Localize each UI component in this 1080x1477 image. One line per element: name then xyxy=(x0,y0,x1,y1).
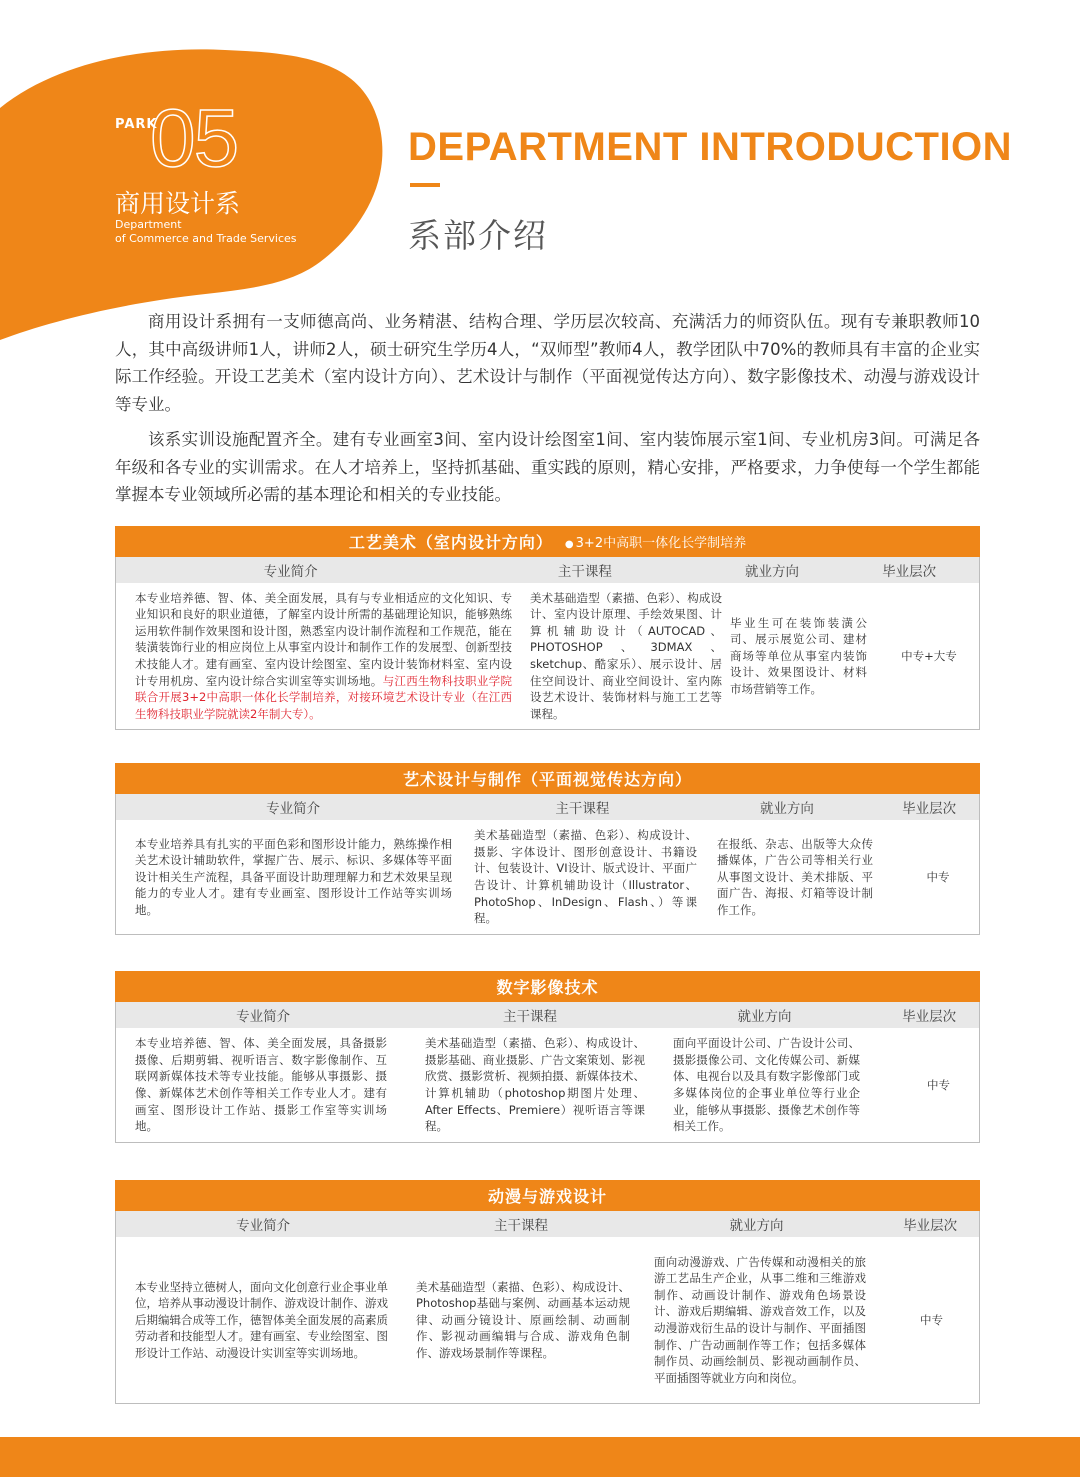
cell-career: 在报纸、杂志、出版等大众传播媒体，广告公司等相关行业从事图文设计、美术排版、平面广告、海报、灯箱等设计制作工作。 xyxy=(717,836,873,917)
cell-level: 中专 xyxy=(927,1077,950,1092)
major-section-graphic xyxy=(115,763,980,935)
cell-course: 美术基础造型（素描、色彩）、构成设计、Photoshop基础与案例、动画基本运动规律、动画分镜设计、原画绘制、动画制作、影视动画编辑与合成、游戏角色制作、游戏场景制作等课程。 xyxy=(416,1279,630,1360)
col-intro-label: 专业简介 xyxy=(266,801,321,817)
column-header-row xyxy=(116,794,979,820)
cell-course: 美术基础造型（素描、色彩）、构成设计、室内设计原理、手绘效果图、计算机辅助设计（AUTOCAD、PHOTOSHOP、3DMAX、sketchup、酷家乐）、展示设计、居住空间设计、商业空间设计、室内陈设艺术设计、装饰材料与施工工艺等课程。 xyxy=(530,590,722,721)
cell-career: 毕业生可在装饰装潢公司、展示展览公司、建材商场等单位从事室内装饰设计、效果图设计、材料市场营销等工作。 xyxy=(730,615,867,696)
col-career-label: 就业方向 xyxy=(737,1009,792,1025)
cell-level: 中专 xyxy=(920,1312,943,1327)
intro-text-highlight: 与江西生物科技职业学院联合开展3+2中高职一体化长学制培养，对接环境艺术设计专业（在江西生物科技职业学院就读2年制大专）。 xyxy=(135,673,513,721)
cell-intro: 本专业坚持立德树人，面向文化创意行业企事业单位，培养从事动漫设计制作、游戏设计制作、游戏后期编辑合成等工作，德智体美全面发展的高素质劳动者和技能型人才。建有画室、专业绘图室、图形设计工作站、动漫设计实训室等实训场地。 xyxy=(135,1279,388,1360)
section-header xyxy=(115,763,980,794)
intro-paragraph-1: 商用设计系拥有一支师德高尚、业务精湛、结构合理、学历层次较高、充满活力的师资队伍。现有专兼职教师10人，其中高级讲师1人，讲师2人，硕士研究生学历4人，“双师型”教师4人，教学团队中70%的教师具有丰富的企业实际工作经验。开设工艺美术（室内设计方向）、艺术设计与制作（平面视觉传达方向）、数字影像技术、动漫与游戏设计等专业。 xyxy=(115,312,980,414)
park-label: PARK xyxy=(115,117,158,132)
title-divider xyxy=(410,183,440,187)
cell-level: 中专 xyxy=(926,869,950,884)
column-header-row xyxy=(116,557,979,583)
col-level-label: 毕业层次 xyxy=(903,1218,958,1234)
col-intro-label: 专业简介 xyxy=(236,1009,291,1025)
cell-intro xyxy=(116,590,530,723)
intro-text xyxy=(115,308,980,517)
major-section-interior xyxy=(115,526,980,730)
section-table xyxy=(115,1211,980,1404)
table-row xyxy=(116,1028,979,1142)
col-intro-label: 专业简介 xyxy=(236,1218,291,1234)
section-table xyxy=(115,794,980,935)
section-header xyxy=(115,526,980,557)
table-row xyxy=(116,820,979,934)
section-header xyxy=(115,1180,980,1211)
section-title: 工艺美术（室内设计方向） xyxy=(348,533,553,552)
page-title-cn: 系部介绍 xyxy=(408,216,548,255)
col-career-label: 就业方向 xyxy=(729,1218,784,1234)
cell-career: 面向动漫游戏、广告传媒和动漫相关的旅游工艺品生产企业，从事二维和三维游戏制作、动画设计制作、游戏角色场景设计、游戏后期编辑、游戏音效工作，以及动漫游戏衍生品的设计与制作、平面插图制作、广告动画制作等工作；包括多媒体制作员、动画绘制员、影视动画制作员、平面插图等就业方向和岗位。 xyxy=(654,1254,866,1385)
col-level-label: 毕业层次 xyxy=(902,1009,957,1025)
section-table xyxy=(115,1002,980,1143)
department-name-en xyxy=(115,218,297,246)
section-header xyxy=(115,971,980,1002)
col-intro-label: 专业简介 xyxy=(263,564,318,580)
major-section-animation-game xyxy=(115,1180,980,1404)
col-course-label: 主干课程 xyxy=(557,564,612,580)
cell-course: 美术基础造型（素描、色彩）、构成设计、摄影基础、商业摄影、广告文案策划、影视欣赏、摄影赏析、视频拍摄、新媒体技术、计算机辅助（photoshop期图片处理、After Effects、Premiere）视听语言等课程。 xyxy=(425,1036,645,1134)
col-career-label: 就业方向 xyxy=(759,801,814,817)
col-level-label: 毕业层次 xyxy=(902,801,957,817)
column-header-row xyxy=(116,1211,979,1237)
intro-text-main: 本专业培养德、智、体、美全面发展，具有与专业相适应的文化知识、专业知识和良好的职业道德，了解室内设计所需的基础理论知识，能够熟练运用软件制作效果图和设计图，熟悉室内设计制作流程和工作规范，能在装潢装饰行业的相应岗位上从事室内设计和制作工作的发展型、创新型技术技能人才。建有画室、室内设计绘图室、室内设计装饰材料室、室内设计专用机房、室内设计综合实训室等实训场地。 xyxy=(135,590,512,688)
intro-paragraph-2: 该系实训设施配置齐全。建有专业画室3间、室内设计绘图室1间、室内装饰展示室1间、专业机房3间。可满足各年级和各专业的实训需求。在人才培养上，坚持抓基础、重实践的原则，精心安排，严格要求，力争使每一个学生都能掌握本专业领域所必需的基本理论和相关的专业技能。 xyxy=(115,430,980,504)
col-career-label: 就业方向 xyxy=(744,564,799,580)
cell-course: 美术基础造型（素描、色彩）、构成设计、摄影、字体设计、图形创意设计、书籍设计、包装设计、VI设计、版式设计、平面广告设计、计算机辅助设计（Illustrator、PhotoShop、InDesign、Flash、）等课程。 xyxy=(474,828,697,926)
major-section-digital-image xyxy=(115,971,980,1143)
section-note: ● 3+2中高职一体化长学制培养 xyxy=(565,532,746,551)
section-number: 05 xyxy=(150,93,238,184)
cell-level: 中专+大专 xyxy=(901,648,957,663)
section-table xyxy=(115,557,980,730)
table-row xyxy=(116,583,979,729)
col-course-label: 主干课程 xyxy=(503,1009,558,1025)
cell-career: 面向平面设计公司、广告设计公司、摄影摄像公司、文化传媒公司、新媒体、电视台以及具有数字影像部门或多媒体岗位的企事业单位等行业企业，能够从事摄影、摄像艺术创作等相关工作。 xyxy=(673,1036,860,1134)
cell-intro: 本专业培养具有扎实的平面色彩和图形设计能力，熟练操作相关艺术设计辅助软件，掌握广告、展示、标识、多媒体等平面设计相关生产流程，具备平面设计助理理解力和艺术效果呈现能力的专业人才。建有专业画室、图形设计工作站等实训场地。 xyxy=(135,836,452,917)
col-level-label: 毕业层次 xyxy=(882,564,937,580)
department-name-en-line1: Department xyxy=(115,218,182,231)
section-title: 动漫与游戏设计 xyxy=(487,1187,607,1206)
department-name-en-line2: of Commerce and Trade Services xyxy=(115,232,297,245)
col-course-label: 主干课程 xyxy=(555,801,610,817)
column-header-row xyxy=(116,1002,979,1028)
page-title-en: DEPARTMENT INTRODUCTION xyxy=(408,125,1013,169)
col-course-label: 主干课程 xyxy=(494,1218,549,1234)
table-row xyxy=(116,1237,979,1403)
section-title: 数字影像技术 xyxy=(496,978,599,997)
section-title: 艺术设计与制作（平面视觉传达方向） xyxy=(402,770,692,789)
cell-intro: 本专业培养德、智、体、美全面发展，具备摄影摄像、后期剪辑、视听语言、数字影像制作、互联网新媒体技术等专业技能。能够从事摄影、摄像、新媒体艺术创作等相关工作专业人才。建有画室、图形设计工作站、摄影工作室等实训场地。 xyxy=(135,1036,387,1134)
footer-bar xyxy=(0,1437,1080,1477)
department-name-cn: 商用设计系 xyxy=(115,189,241,218)
